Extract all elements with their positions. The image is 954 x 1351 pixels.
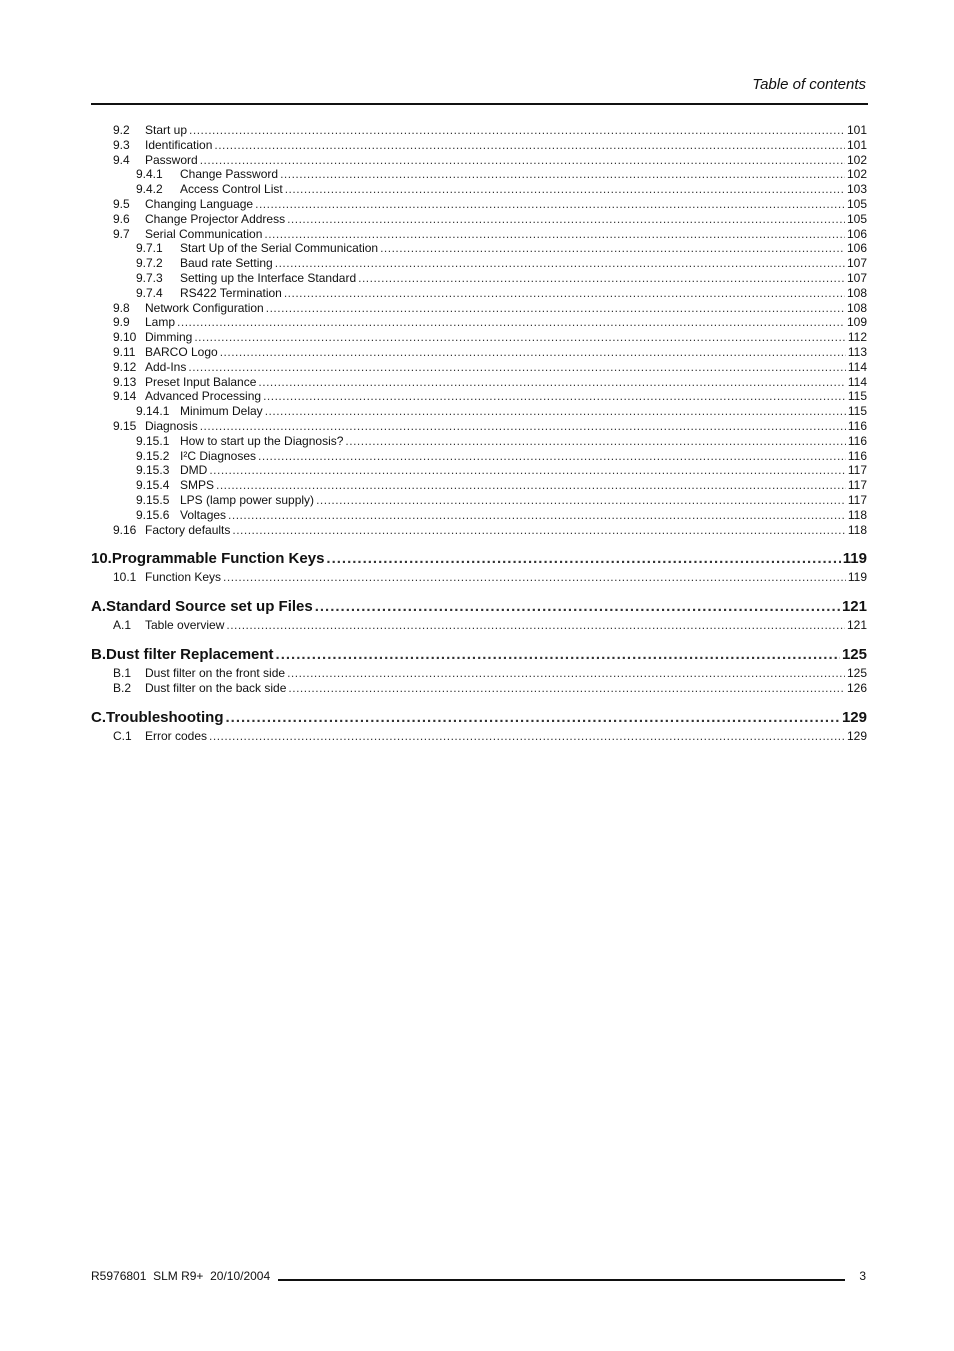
- toc-entry[interactable]: [91, 153, 867, 168]
- footer-page-number: 3: [859, 1269, 866, 1283]
- toc-entry[interactable]: [91, 301, 867, 316]
- toc-dot-leader: [358, 271, 845, 286]
- toc-entry-number: 9.15.2: [136, 448, 170, 463]
- toc-entry-label: Minimum Delay: [180, 404, 263, 419]
- toc-entry[interactable]: [91, 419, 867, 434]
- toc-entry-number: 9.8: [113, 300, 130, 315]
- toc-entry-number: 9.7.1: [136, 241, 163, 256]
- toc-dot-leader: [265, 404, 846, 419]
- toc-dot-leader: [214, 138, 845, 153]
- toc-dot-leader: [266, 301, 845, 316]
- toc-entry[interactable]: [91, 493, 867, 508]
- toc-entry[interactable]: [91, 618, 867, 633]
- toc-dot-leader: [280, 167, 845, 182]
- toc-entry[interactable]: [91, 570, 867, 585]
- toc-entry[interactable]: [91, 523, 867, 538]
- toc-entry-page: 107: [846, 270, 867, 285]
- toc-entry-number: 9.5: [113, 196, 130, 211]
- toc-entry[interactable]: [91, 449, 867, 464]
- toc-entry-page: 116: [847, 448, 867, 463]
- toc-entry-label: Identification: [145, 137, 213, 152]
- toc-entry-label: Standard Source set up Files: [106, 598, 313, 616]
- toc-entry-label: Dust filter Replacement: [106, 645, 274, 663]
- toc-entry-label: RS422 Termination: [180, 285, 282, 300]
- toc-entry-label: Programmable Function Keys: [111, 550, 325, 568]
- toc-entry-number: 9.15.3: [136, 463, 170, 478]
- toc-entry-page: 102: [846, 152, 867, 167]
- toc-chapter-entry[interactable]: [91, 707, 867, 729]
- toc-entry-number: 9.12: [113, 359, 137, 374]
- toc-entry-label: Setting up the Interface Standard: [180, 270, 357, 285]
- toc-entry[interactable]: [91, 182, 867, 197]
- toc-entry[interactable]: [91, 666, 867, 681]
- toc-entry-page: 118: [847, 507, 867, 522]
- toc-entry[interactable]: [91, 315, 867, 330]
- page-footer: [91, 1269, 866, 1283]
- toc-entry-label: Error codes: [145, 728, 208, 743]
- page-header-title: Table of contents: [752, 76, 866, 93]
- toc-entry-number: 10.1: [113, 570, 137, 585]
- toc-entry-number: 9.4.2: [136, 182, 163, 197]
- toc-entry-label: Serial Communication: [145, 226, 263, 241]
- table-of-contents: [91, 123, 867, 743]
- toc-entry-number: 9.13: [113, 374, 137, 389]
- toc-dot-leader: [232, 523, 845, 538]
- toc-entry-number: 9.9: [113, 315, 130, 330]
- toc-entry-label: Dimming: [145, 330, 193, 345]
- toc-entry-label: Change Projector Address: [145, 211, 286, 226]
- toc-entry-page: 125: [841, 645, 867, 663]
- toc-entry-label: Factory defaults: [145, 522, 231, 537]
- toc-entry-label: BARCO Logo: [145, 344, 218, 359]
- toc-dot-leader: [258, 449, 846, 464]
- toc-entry-page: 129: [846, 728, 867, 743]
- toc-entry[interactable]: [91, 345, 867, 360]
- toc-entry-page: 109: [846, 315, 867, 330]
- toc-entry-number: 9.15: [113, 418, 137, 433]
- toc-entry-page: 106: [846, 226, 867, 241]
- toc-dot-leader: [200, 153, 845, 168]
- toc-entry-page: 114: [847, 359, 867, 374]
- toc-entry[interactable]: [91, 360, 867, 375]
- toc-entry-label: Table overview: [145, 618, 225, 633]
- toc-chapter-entry[interactable]: [91, 596, 867, 618]
- toc-entry-number: 9.6: [113, 211, 130, 226]
- toc-entry-number: 9.10: [113, 330, 137, 345]
- toc-entry-label: Network Configuration: [145, 300, 264, 315]
- toc-entry-number: 9.15.4: [136, 478, 170, 493]
- toc-entry-number: 9.15.6: [136, 507, 170, 522]
- toc-dot-leader: [223, 570, 846, 585]
- toc-dot-leader: [255, 197, 845, 212]
- toc-dot-leader: [228, 508, 846, 523]
- toc-entry-page: 117: [847, 463, 867, 478]
- toc-dot-leader: [287, 212, 845, 227]
- toc-entry-number: 9.7.3: [136, 270, 163, 285]
- toc-entry-number: 9.14: [113, 389, 137, 404]
- toc-entry-label: DMD: [180, 463, 208, 478]
- toc-entry-page: 119: [842, 550, 867, 568]
- toc-entry[interactable]: [91, 434, 867, 449]
- toc-entry-number: B.2: [113, 680, 132, 695]
- toc-entry-page: 117: [847, 492, 867, 507]
- toc-dot-leader: [194, 330, 846, 345]
- toc-entry-page: 113: [847, 344, 867, 359]
- toc-entry-label: SMPS: [180, 478, 215, 493]
- toc-entry[interactable]: [91, 286, 867, 301]
- toc-entry-page: 126: [846, 680, 867, 695]
- toc-dot-leader: [276, 644, 840, 666]
- toc-entry-label: Start up: [145, 123, 188, 137]
- toc-entry[interactable]: [91, 197, 867, 212]
- header-rule: [91, 103, 868, 105]
- toc-entry-label: Change Password: [180, 167, 279, 182]
- toc-entry-number: B.: [91, 645, 106, 663]
- toc-entry-label: Troubleshooting: [106, 708, 224, 726]
- toc-entry-number: 9.16: [113, 522, 137, 537]
- toc-dot-leader: [316, 493, 846, 508]
- footer-product: SLM R9+: [153, 1269, 204, 1283]
- toc-entry[interactable]: [91, 330, 867, 345]
- toc-dot-leader: [288, 681, 845, 696]
- toc-entry-page: 125: [846, 665, 867, 680]
- toc-entry[interactable]: [91, 681, 867, 696]
- toc-entry[interactable]: [91, 167, 867, 182]
- toc-entry[interactable]: [91, 212, 867, 227]
- toc-entry-page: 107: [846, 256, 867, 271]
- toc-dot-leader: [264, 227, 845, 242]
- toc-dot-leader: [177, 315, 845, 330]
- toc-dot-leader: [200, 419, 846, 434]
- toc-entry-page: 116: [847, 433, 867, 448]
- toc-entry-number: 9.11: [113, 344, 136, 359]
- toc-dot-leader: [209, 463, 846, 478]
- toc-entry[interactable]: [91, 375, 867, 390]
- footer-rule: [278, 1279, 845, 1281]
- toc-entry-page: 105: [846, 211, 867, 226]
- toc-dot-leader: [345, 434, 845, 449]
- toc-entry-page: 115: [847, 404, 867, 419]
- toc-entry-label: Function Keys: [145, 570, 222, 585]
- toc-chapter-entry[interactable]: [91, 644, 867, 666]
- toc-entry-label: LPS (lamp power supply): [180, 492, 315, 507]
- toc-entry-number: 9.15.1: [136, 433, 170, 448]
- toc-entry[interactable]: [91, 404, 867, 419]
- toc-entry-page: 121: [846, 618, 867, 633]
- toc-entry-number: 9.4.1: [136, 167, 163, 182]
- toc-entry-number: 9.7.4: [136, 285, 163, 300]
- toc-entry-number: C.: [91, 708, 106, 726]
- toc-entry-label: Add-Ins: [145, 359, 187, 374]
- toc-entry-page: 119: [847, 570, 867, 585]
- toc-dot-leader: [226, 707, 840, 729]
- toc-entry[interactable]: [91, 227, 867, 242]
- toc-entry-number: 9.3: [113, 137, 130, 152]
- toc-dot-leader: [220, 345, 846, 360]
- footer-date: 20/10/2004: [210, 1269, 271, 1283]
- toc-entry-label: Lamp: [145, 315, 176, 330]
- toc-entry-number: 9.7: [113, 226, 130, 241]
- toc-entry-label: Changing Language: [145, 196, 254, 211]
- toc-entry-label: How to start up the Diagnosis?: [180, 433, 344, 448]
- toc-entry-page: 115: [847, 389, 867, 404]
- toc-entry-number: 9.7.2: [136, 256, 163, 271]
- toc-entry[interactable]: [91, 123, 867, 138]
- toc-entry-label: Dust filter on the front side: [145, 665, 286, 680]
- toc-entry-page: 106: [846, 241, 867, 256]
- toc-entry-page: 101: [846, 137, 867, 152]
- toc-dot-leader: [326, 548, 840, 570]
- toc-entry-number: 9.4: [113, 152, 130, 167]
- toc-entry-page: 121: [841, 598, 867, 616]
- toc-entry-page: 105: [846, 196, 867, 211]
- toc-entry-label: Start Up of the Serial Communication: [180, 241, 379, 256]
- toc-dot-leader: [216, 478, 846, 493]
- toc-dot-leader: [380, 241, 845, 256]
- toc-entry-page: 101: [846, 123, 867, 137]
- toc-entry-page: 112: [847, 330, 867, 345]
- toc-entry[interactable]: [91, 463, 867, 478]
- toc-dot-leader: [287, 666, 845, 681]
- toc-entry-number: B.1: [113, 665, 132, 680]
- toc-entry-page: 103: [846, 182, 867, 197]
- toc-entry-label: Diagnosis: [145, 418, 198, 433]
- toc-dot-leader: [263, 389, 846, 404]
- toc-entry[interactable]: [91, 478, 867, 493]
- toc-entry-page: 118: [847, 522, 867, 537]
- toc-entry[interactable]: [91, 271, 867, 286]
- toc-entry-label: Voltages: [180, 507, 227, 522]
- toc-entry-label: Password: [145, 152, 198, 167]
- toc-dot-leader: [209, 729, 845, 744]
- toc-entry-number: 9.2: [113, 123, 130, 137]
- toc-entry-page: 129: [841, 708, 867, 726]
- toc-entry-label: Preset Input Balance: [145, 374, 257, 389]
- toc-dot-leader: [285, 182, 845, 197]
- toc-entry-page: 117: [847, 478, 867, 493]
- toc-entry[interactable]: [91, 729, 867, 744]
- toc-dot-leader: [284, 286, 845, 301]
- toc-entry[interactable]: [91, 138, 867, 153]
- toc-entry[interactable]: [91, 241, 867, 256]
- toc-entry-label: Advanced Processing: [145, 389, 262, 404]
- toc-entry-label: Access Control List: [180, 182, 283, 197]
- toc-entry-number: A.1: [113, 618, 132, 633]
- toc-entry-page: 108: [846, 285, 867, 300]
- toc-entry-number: A.: [91, 598, 106, 616]
- toc-entry-page: 102: [846, 167, 867, 182]
- footer-doc-id: R5976801: [91, 1269, 147, 1283]
- toc-chapter-entry[interactable]: [91, 548, 867, 570]
- toc-dot-leader: [226, 618, 845, 633]
- footer-info: [91, 1269, 270, 1283]
- toc-entry-page: 108: [846, 300, 867, 315]
- toc-entry-number: 9.15.5: [136, 492, 170, 507]
- toc-entry-page: 114: [847, 374, 867, 389]
- toc-dot-leader: [188, 360, 846, 375]
- toc-entry-number: C.1: [113, 728, 132, 743]
- toc-entry-label: Baud rate Setting: [180, 256, 273, 271]
- toc-entry-number: 9.14.1: [136, 404, 170, 419]
- toc-entry[interactable]: [91, 508, 867, 523]
- toc-entry-page: 116: [847, 418, 867, 433]
- toc-dot-leader: [258, 375, 845, 390]
- toc-entry-number: 10.: [91, 550, 112, 568]
- toc-dot-leader: [189, 123, 845, 138]
- toc-entry[interactable]: [91, 389, 867, 404]
- toc-entry-label: I²C Diagnoses: [180, 448, 257, 463]
- toc-dot-leader: [315, 596, 840, 618]
- toc-entry-label: Dust filter on the back side: [145, 680, 287, 695]
- toc-entry[interactable]: [91, 256, 867, 271]
- toc-dot-leader: [275, 256, 845, 271]
